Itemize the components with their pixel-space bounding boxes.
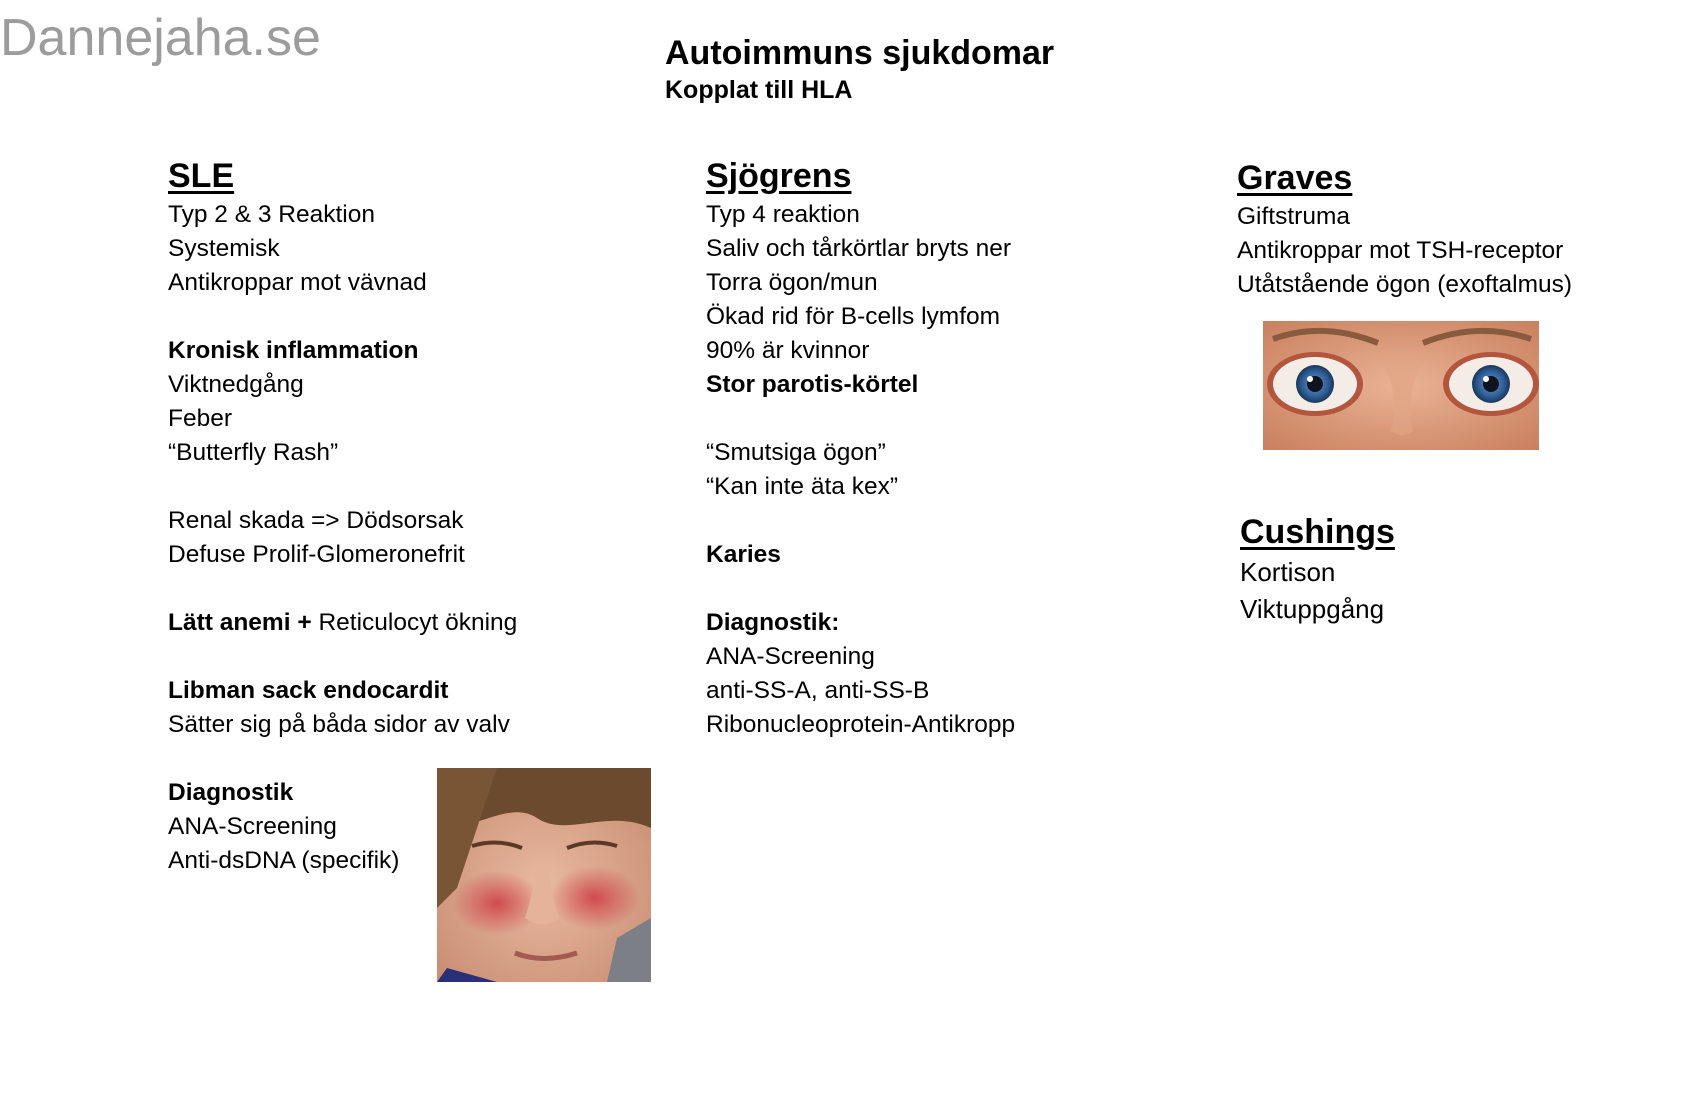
- sjogrens-line-crackers: “Kan inte äta kex”: [706, 473, 899, 500]
- exophthalmus-eyes-photo: [1263, 321, 1539, 450]
- page-subtitle: Kopplat till HLA: [665, 76, 853, 104]
- sle-line-libman-sack: Libman sack endocardit: [168, 677, 449, 704]
- sjogrens-line-women: 90% är kvinnor: [706, 337, 870, 364]
- sle-line-reaction: Typ 2 & 3 Reaktion: [168, 201, 376, 228]
- butterfly-rash-image: [437, 768, 651, 982]
- sle-line-anemia: [168, 606, 517, 640]
- sjogrens-line-lymphoma: Ökad rid för B-cells lymfom: [706, 303, 1001, 330]
- spacer: [706, 572, 1015, 606]
- graves-line-tsh: Antikroppar mot TSH-receptor: [1237, 237, 1564, 264]
- cushings-heading: Cushings: [1240, 513, 1395, 551]
- spacer: [168, 470, 517, 504]
- sle-line-diagnostics-heading: Diagnostik: [168, 779, 294, 806]
- sjogrens-line-anti-ss: anti-SS-A, anti-SS-B: [706, 677, 930, 704]
- sjogrens-line-reaction: Typ 4 reaktion: [706, 201, 860, 228]
- sle-line-butterfly-rash: “Butterfly Rash”: [168, 439, 339, 466]
- graves-line-giftstruma: Giftstruma: [1237, 203, 1350, 230]
- sle-line-fever: Feber: [168, 405, 233, 432]
- sjogrens-line-parotis: Stor parotis-körtel: [706, 371, 919, 398]
- butterfly-rash-photo: [437, 768, 651, 982]
- sle-line-valve: Sätter sig på båda sidor av valv: [168, 711, 510, 738]
- sle-anemia-reticulocyte: Reticulocyt ökning: [318, 609, 518, 636]
- sle-line-antibodies: Antikroppar mot vävnad: [168, 269, 427, 296]
- sjogrens-line-glands: Saliv och tårkörtlar bryts ner: [706, 235, 1011, 262]
- title-block: [665, 32, 1054, 106]
- sle-line-systemic: Systemisk: [168, 235, 280, 262]
- spacer: [168, 572, 517, 606]
- sle-line-weight-loss: Viktnedgång: [168, 371, 304, 398]
- sjogrens-column: [706, 156, 1015, 742]
- spacer: [706, 402, 1015, 436]
- watermark: Dannejaha.se: [0, 9, 321, 67]
- sjogrens-line-diagnostics-heading: Diagnostik:: [706, 609, 840, 636]
- spacer: [168, 640, 517, 674]
- sle-line-renal: Renal skada => Dödsorsak: [168, 507, 464, 534]
- cushings-line-kortison: Kortison: [1240, 557, 1336, 587]
- sjogrens-line-dirty-eyes: “Smutsiga ögon”: [706, 439, 886, 466]
- graves-column: [1237, 158, 1572, 302]
- exophthalmus-eyes-image: [1263, 321, 1539, 450]
- graves-heading: Graves: [1237, 159, 1353, 197]
- cushings-line-weight-gain: Viktuppgång: [1240, 594, 1385, 624]
- graves-line-exophthalmus: Utåtstående ögon (exoftalmus): [1237, 271, 1573, 298]
- page-title: Autoimmuns sjukdomar: [665, 34, 1055, 72]
- sjogrens-heading: Sjögrens: [706, 157, 852, 195]
- sle-line-anti-dsdna: Anti-dsDNA (specifik): [168, 847, 400, 874]
- sle-heading: SLE: [168, 157, 235, 195]
- sjogrens-line-ribonucleoprotein: Ribonucleoprotein-Antikropp: [706, 711, 1016, 738]
- cushings-column: [1240, 512, 1395, 628]
- sjogrens-line-ana: ANA-Screening: [706, 643, 875, 670]
- sle-line-glomerulonephritis: Defuse Prolif-Glomeronefrit: [168, 541, 465, 568]
- sjogrens-line-caries: Karies: [706, 541, 781, 568]
- sjogrens-line-dry: Torra ögon/mun: [706, 269, 878, 296]
- sle-line-ana: ANA-Screening: [168, 813, 337, 840]
- spacer: [706, 504, 1015, 538]
- spacer: [168, 300, 517, 334]
- sle-line-chronic-inflammation: Kronisk inflammation: [168, 337, 419, 364]
- sle-anemia-bold: Lätt anemi +: [168, 609, 319, 636]
